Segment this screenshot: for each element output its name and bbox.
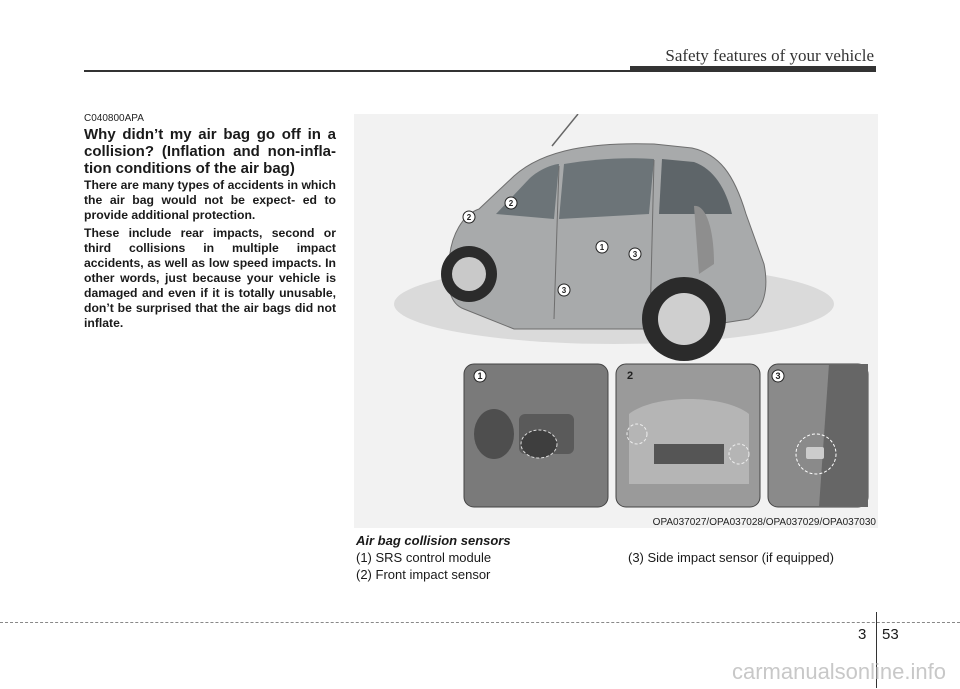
caption-item-1: (1) SRS control module [356, 550, 492, 565]
header-rule-thick [630, 66, 876, 72]
caption-item-2: (2) Front impact sensor [356, 567, 491, 582]
callout-side-2: 3 [561, 286, 567, 295]
footer-dashed-rule [0, 622, 960, 623]
panel-label-srs: 1 [477, 371, 483, 381]
callout-side-1: 3 [632, 250, 638, 259]
header-rule [84, 70, 630, 72]
callout-srs: 1 [599, 243, 605, 252]
caption-title: Air bag collision sensors [356, 533, 511, 548]
watermark: carmanualsonline.info [731, 659, 946, 684]
page-header-title: Safety features of your vehicle [665, 46, 874, 65]
figure-code: OPA037027/OPA037028/OPA037029/OPA037030 [652, 517, 876, 528]
paragraph-2: These include rear impacts, second or third collisions in multiple impact accidents, as well as low speed impacts. In other words, just because your vehicle is damaged and even if it is totally unusable, don’t be surprised that the air bags did not inflate. [84, 226, 336, 330]
paragraph-1: There are many types of accidents in which the air bag would not be expect- ed to provide additional protection. [84, 178, 336, 222]
callout-front-2: 2 [508, 199, 514, 208]
section-heading: Why didn’t my air bag go off in a collision? (Inflation and non-infla- tion conditions of the air bag) [84, 126, 336, 177]
caption-item-3: (3) Side impact sensor (if equipped) [628, 550, 834, 565]
section-code: C040800APA [84, 113, 144, 124]
panel-label-front: 2 [626, 370, 634, 382]
callout-front-1: 2 [466, 213, 472, 222]
panel-label-side: 3 [775, 371, 781, 381]
car-illustration [354, 114, 878, 528]
page-chapter: 3 [858, 626, 867, 643]
page-number: 53 [882, 626, 899, 643]
